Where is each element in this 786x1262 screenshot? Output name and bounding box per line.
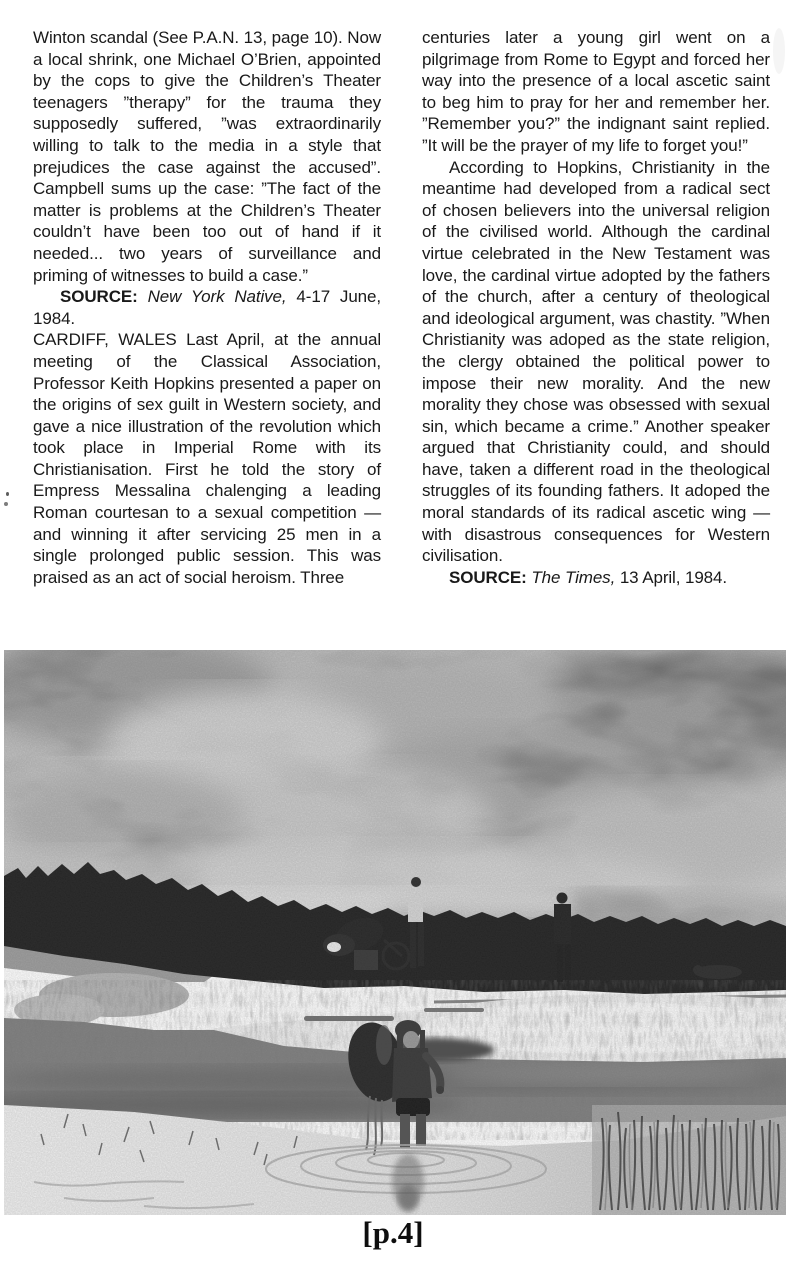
hopkins-paragraph: According to Hopkins, Christianity in the meantime had developed from a radical sect of chosen believers into the universal religion of the civilised world. Although the cardinal virtue celebrated in the New Testament was love, the cardinal virtue adopted by the fathers of the church, after a century of theological and ideological argument, was chastity. ”When Christianity was adoped as the state religion, the clergy obtained the political power to impose their new morality. And the new morality they chose was obsessed with sexual sin, which became a crime.” Another speaker argued that Christianity could, and should have, taken a different road in the theological struggles of its founding fathers. It adoped the moral standards of its radical ascetic wing — with disastrous consequences for Western civilisation. [422,157,770,566]
scan-smudge [773,28,785,74]
source-citation-right [422,567,770,589]
scan-speck [6,492,9,496]
source-citation-left [33,286,381,329]
marsh-photo-illustration [4,650,786,1215]
right-column [422,27,770,588]
winton-paragraph: Winton scandal (See P.A.N. 13, page 10). Now a local shrink, one Michael O’Brien, appointed by the cops to give the Children’s Theater teenagers ”therapy” for the trauma they supposedly suffered, ”was extraordinarily willing to talk to the media in a style that prejudices the case against the accused”. Campbell sums up the case: ”The fact of the matter is problems at the Children’s Theater couldn’t have been too out of hand if it needed... two years of surveillance and priming of witnesses to build a case.” [33,28,381,285]
source-label: SOURCE: [449,567,527,587]
source-publication: New York Native, [147,287,287,307]
cardiff-paragraph: CARDIFF, WALES Last April, at the annual meeting of the Classical Association, Professor Keith Hopkins presented a paper on the origins of sex guilt in Western society, and gave a nice illustration of the revolution which took place in Imperial Rome with its Christianisation. First he told the story of Empress Messalina chalenging a leading Roman courtesan to a sexual competition — and winning it after servicing 25 men in a single prolonged public session. This was praised as an act of social heroism. Three [33,330,381,587]
source-date: 4-17 June, 1984. [33,287,382,328]
source-date: 13 April, 1984. [619,567,728,587]
text-columns [33,27,770,588]
page-number: [p.4] [362,1215,424,1250]
halftone-grain-overlay [4,650,786,1215]
left-column [33,27,381,588]
scan-speck [4,502,8,506]
continuation-paragraph: centuries later a young girl went on a pilgrimage from Rome to Egypt and forced her way into the presence of a local ascetic saint to beg him to pray for her and remember her. ”Remember you?” the indignant saint replied. ”It will be the prayer of my life to forget you!” [422,28,770,155]
source-label: SOURCE: [60,287,138,307]
marsh-photograph [4,650,786,1215]
source-publication: The Times, [531,567,616,587]
